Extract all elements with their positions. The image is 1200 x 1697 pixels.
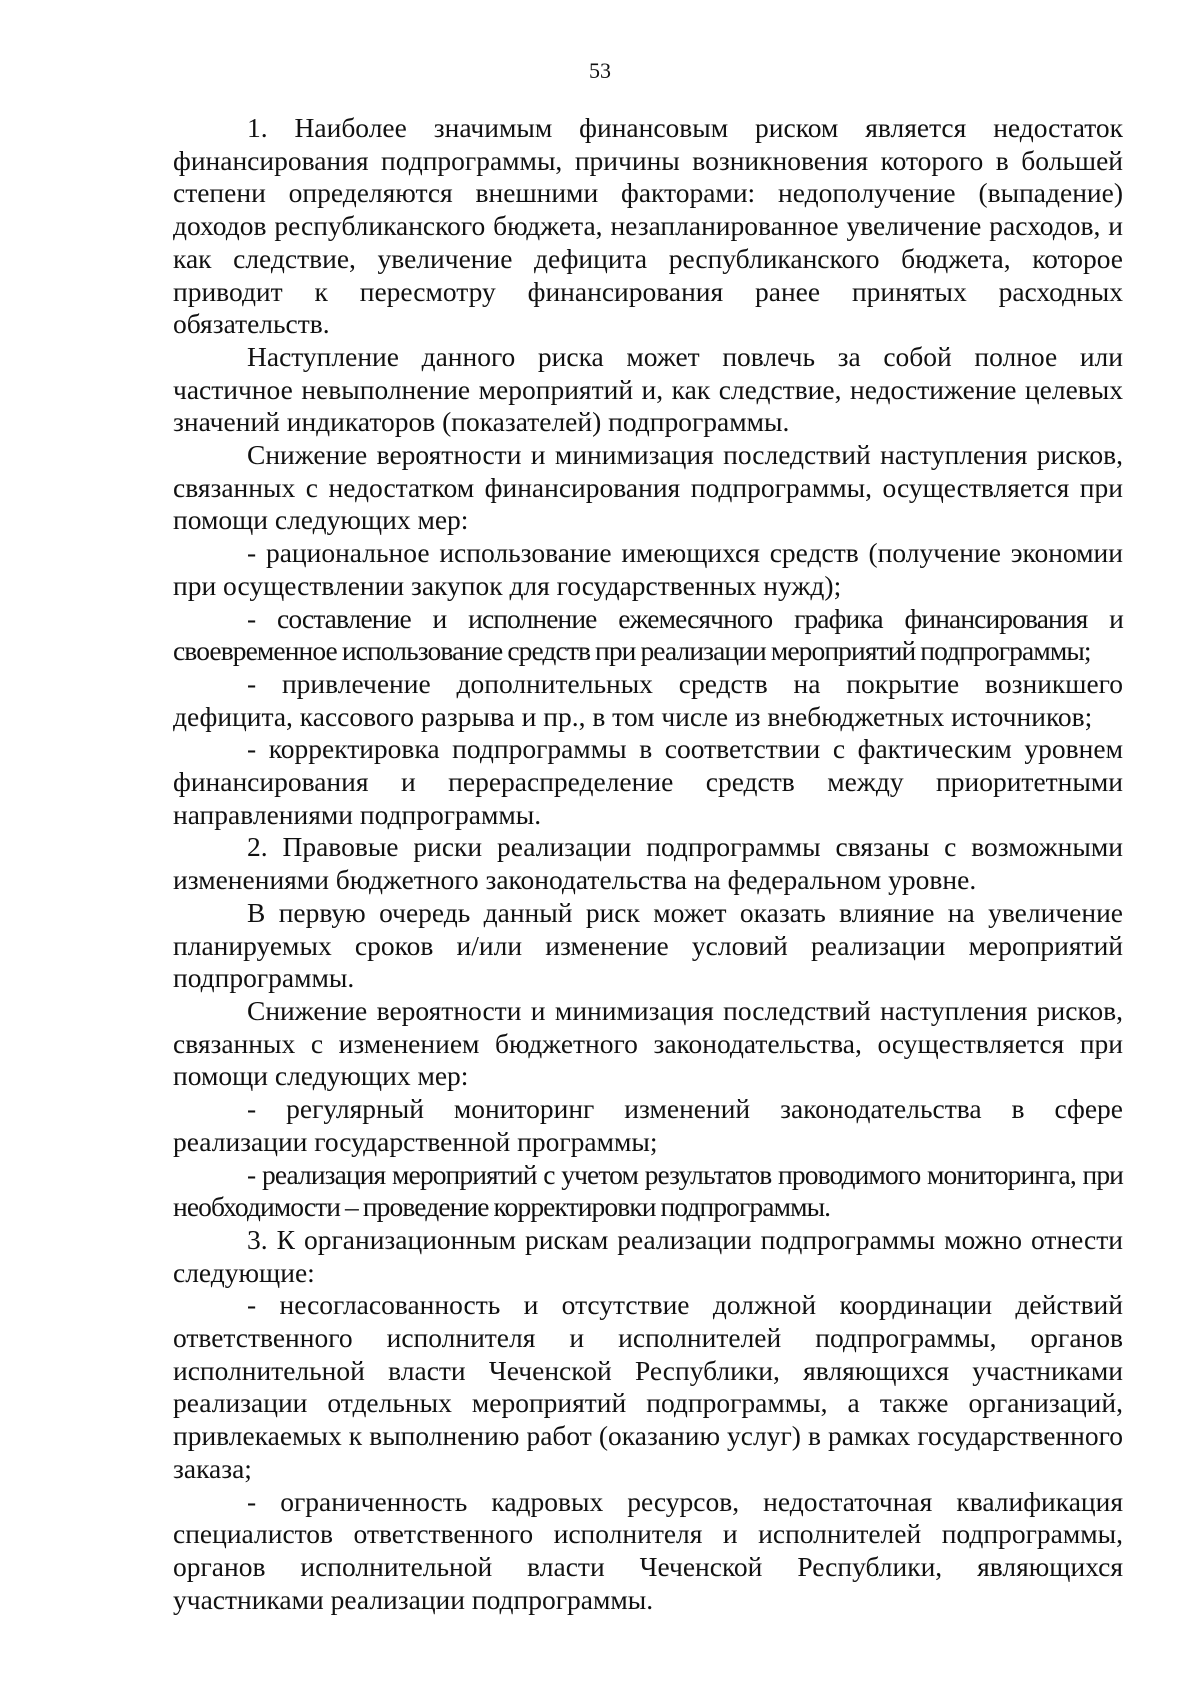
paragraph-legal-measures-intro: Снижение вероятности и минимизация последствий наступления рисков, связанных с изменением бюджетного законодательства, осуществляется при помощи следующих мер: [173,994,1123,1092]
list-item-personnel: - ограниченность кадровых ресурсов, недостаточная квалификация специалистов ответственного исполнителя и исполнителей подпрограммы, органов исполнительной власти Чеченской Республики, являющихся участниками реализации подпрограммы. [173,1485,1123,1615]
list-item-implementation: - реализация мероприятий с учетом результатов проводимого мониторинга, при необходимости – проведение корректировки подпрограммы. [173,1158,1123,1223]
document-body [173,112,1123,1616]
list-item-coordination: - несогласованность и отсутствие должной координации действий ответственного исполнителя и исполнителей подпрограммы, органов исполнительной власти Чеченской Республики, являющихся участниками реализации отдельных мероприятий подпрограммы, а также организаций, привлекаемых к выполнению работ (оказанию услуг) в рамках государственного заказа; [173,1289,1123,1484]
paragraph-risk-consequence: Наступление данного риска может повлечь за собой полное или частичное невыполнение мероприятий и, как следствие, недостижение целевых значений индикаторов (показателей) подпрограммы. [173,340,1123,438]
paragraph-financial-risk: 1. Наиболее значимым финансовым риском является недостаток финансирования подпрограммы, причины возникновения которого в большей степени определяются внешними факторами: недополучение (выпадение) доходов республиканского бюджета, незапланированное увеличение расходов, и как следствие, увеличение дефицита республиканского бюджета, которое приводит к пересмотру финансирования ранее принятых расходных обязательств. [173,112,1123,340]
list-item-rational-use: - рациональное использование имеющихся средств (получение экономии при осуществлении закупок для государственных нужд); [173,537,1123,601]
paragraph-legal-risks: 2. Правовые риски реализации подпрограммы связаны с возможными изменениями бюджетного законодательства на федеральном уровне. [173,831,1123,896]
paragraph-legal-risk-impact: В первую очередь данный риск может оказать влияние на увеличение планируемых сроков и/или изменение условий реализации мероприятий подпрограммы. [173,896,1123,994]
list-item-monitoring: - регулярный мониторинг изменений законодательства в сфере реализации государственной программы; [173,1093,1123,1157]
paragraph-financial-measures-intro: Снижение вероятности и минимизация последствий наступления рисков, связанных с недостатком финансирования подпрограммы, осуществляется при помощи следующих мер: [173,439,1123,536]
paragraph-organizational-risks: 3. К организационным рискам реализации подпрограммы можно отнести следующие: [173,1223,1123,1288]
list-item-adjustment: - корректировка подпрограммы в соответствии с фактическим уровнем финансирования и перераспределение средств между приоритетными направлениями подпрограммы. [173,733,1123,830]
page-number: 53 [589,58,611,83]
list-item-additional-funds: - привлечение дополнительных средств на покрытие возникшего дефицита, кассового разрыва и пр., в том числе из внебюджетных источников; [173,667,1123,732]
list-item-monthly-schedule: - составление и исполнение ежемесячного графика финансирования и своевременное использование средств при реализации мероприятий подпрограммы; [173,602,1123,667]
